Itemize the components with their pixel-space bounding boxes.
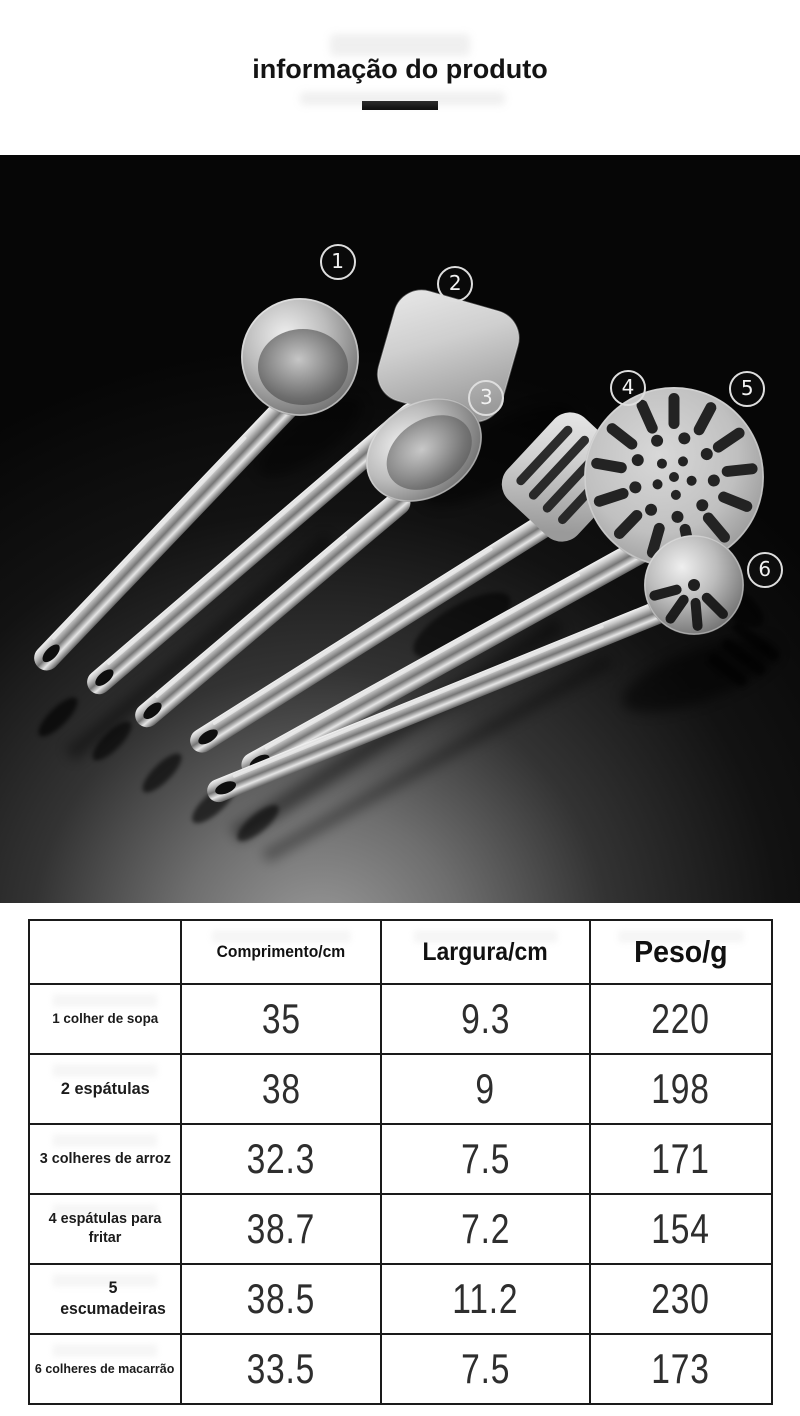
- photo-marker-4: [610, 370, 646, 406]
- row-item-label: 6 colheres de macarrão: [29, 1334, 181, 1404]
- product-photo-image: [0, 155, 800, 903]
- row-largura: 7.5: [381, 1334, 590, 1404]
- marker-number: 6: [758, 557, 772, 582]
- row-comprimento: 35: [181, 984, 381, 1054]
- table-row: [29, 1264, 772, 1334]
- row-item-label: 2 espátulas: [29, 1054, 181, 1124]
- row-item-label: 3 colheres de arroz: [29, 1124, 181, 1194]
- table-header-row: [29, 920, 772, 984]
- row-item-label: 4 espátulas para fritar: [29, 1194, 181, 1264]
- table-row: [29, 984, 772, 1054]
- photo-marker-5: [729, 371, 765, 407]
- table-row: [29, 1334, 772, 1404]
- row-item-label: 5 escumadeiras: [29, 1264, 181, 1334]
- row-comprimento: 33.5: [181, 1334, 381, 1404]
- watermark-smudge: [300, 92, 505, 105]
- header-comprimento: Comprimento/cm: [181, 920, 381, 984]
- row-peso: 198: [590, 1054, 772, 1124]
- marker-number: 2: [448, 270, 462, 295]
- page-title: informação do produto: [252, 54, 548, 84]
- page-header: [0, 0, 800, 155]
- marker-number: 1: [331, 248, 344, 273]
- header-largura: Largura/cm: [381, 920, 590, 984]
- photo-marker-3: [468, 380, 504, 416]
- photo-marker-1: [320, 244, 356, 280]
- photo-marker-6: [747, 552, 783, 588]
- row-largura: 7.5: [381, 1124, 590, 1194]
- marker-number: 5: [740, 376, 754, 401]
- row-peso: 171: [590, 1124, 772, 1194]
- header-item: [29, 920, 181, 984]
- table-row: [29, 1194, 772, 1264]
- row-peso: 230: [590, 1264, 772, 1334]
- spec-table: [28, 919, 773, 1405]
- row-item-label: 1 colher de sopa: [29, 984, 181, 1054]
- marker-number: 3: [480, 385, 493, 410]
- watermark-smudge: [330, 34, 470, 56]
- spec-section: [28, 919, 800, 1405]
- table-row: [29, 1124, 772, 1194]
- table-row: [29, 1054, 772, 1124]
- row-peso: 154: [590, 1194, 772, 1264]
- row-comprimento: 38.7: [181, 1194, 381, 1264]
- row-comprimento: 38: [181, 1054, 381, 1124]
- row-peso: 173: [590, 1334, 772, 1404]
- photo-marker-2: [437, 266, 473, 302]
- ladle-bowl: [241, 298, 359, 416]
- marker-number: 4: [621, 374, 635, 399]
- row-largura: 9: [381, 1054, 590, 1124]
- row-largura: 11.2: [381, 1264, 590, 1334]
- row-largura: 7.2: [381, 1194, 590, 1264]
- row-largura: 9.3: [381, 984, 590, 1054]
- header-peso: Peso/g: [590, 920, 772, 984]
- pasta-spoon-head: [644, 535, 744, 635]
- product-photo: [0, 155, 800, 903]
- row-comprimento: 38.5: [181, 1264, 381, 1334]
- row-comprimento: 32.3: [181, 1124, 381, 1194]
- row-peso: 220: [590, 984, 772, 1054]
